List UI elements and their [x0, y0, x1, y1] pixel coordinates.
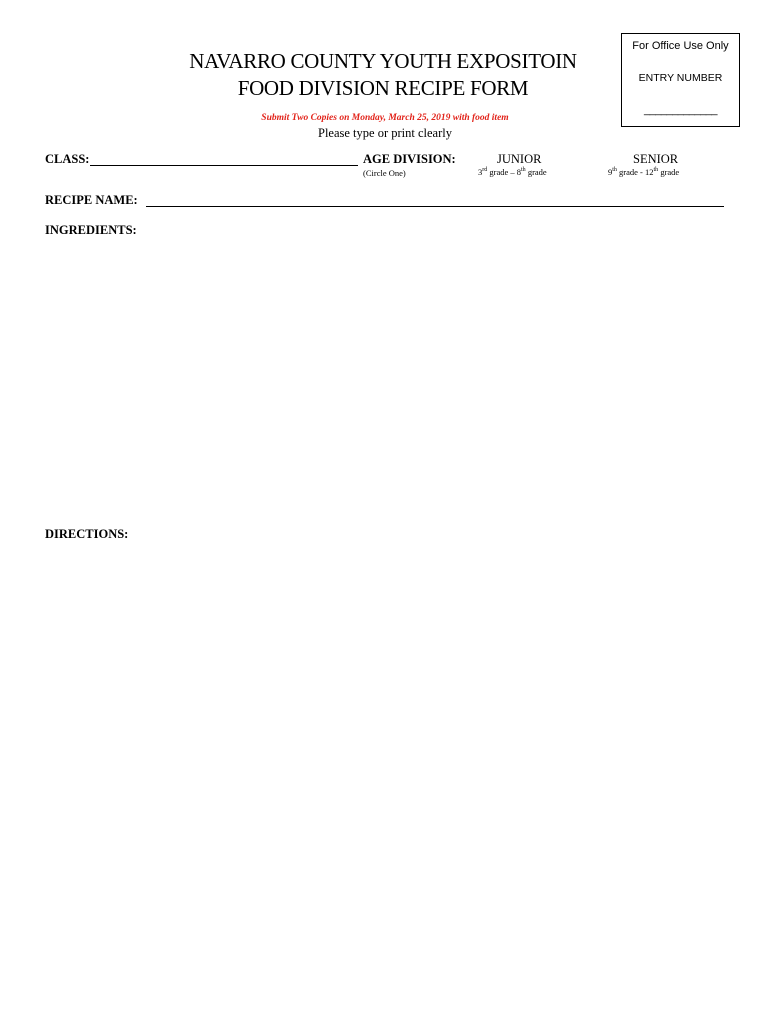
recipe-name-label: RECIPE NAME: [45, 193, 138, 207]
entry-number-label: ENTRY NUMBER [638, 72, 723, 84]
form-title-line2: FOOD DIVISION RECIPE FORM [237, 76, 529, 100]
junior-option[interactable]: JUNIOR [497, 152, 542, 166]
ingredients-area[interactable] [45, 242, 725, 517]
ingredients-label: INGREDIENTS: [45, 223, 137, 237]
senior-option[interactable]: SENIOR [633, 152, 679, 166]
junior-grade-range: 3rd grade – 8th grade [478, 167, 547, 177]
entry-number-field[interactable]: _____________ [643, 104, 718, 116]
circle-one-note: (Circle One) [363, 168, 406, 178]
office-use-title: For Office Use Only [632, 40, 729, 52]
print-instruction: Please type or print clearly [318, 126, 452, 140]
senior-grade-range: 9th grade - 12th grade [608, 167, 680, 177]
directions-label: DIRECTIONS: [45, 527, 129, 541]
submission-notice: Submit Two Copies on Monday, March 25, 2019 with food item [261, 113, 509, 123]
age-division-label: AGE DIVISION: [363, 152, 456, 166]
directions-area[interactable] [45, 546, 725, 986]
form-title-line1: NAVARRO COUNTY YOUTH EXPOSITOIN [189, 49, 577, 73]
recipe-name-field[interactable] [146, 206, 724, 207]
class-field[interactable] [90, 165, 358, 166]
class-label: CLASS: [45, 152, 90, 166]
